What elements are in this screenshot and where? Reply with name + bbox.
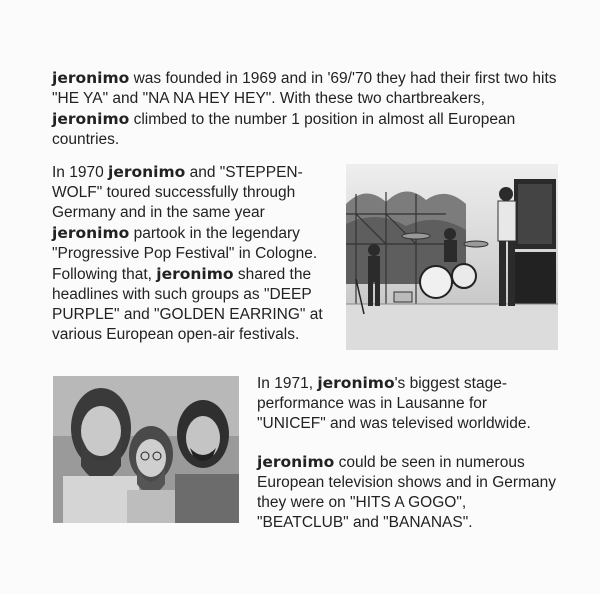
text-fragment: In 1971, [257,375,318,392]
band-name: jeronimo [257,453,335,471]
band-name: jeronimo [52,69,130,87]
text-fragment: was founded in 1969 and in '69/'70 they had their first two hits "HE YA" and "NA NA HEY HEY". With these two chartbreakers, [52,70,557,107]
text-fragment: 's biggest stage-performance was in Lausanne for "UNICEF" and was televised worldwide. [257,375,531,432]
band-name: jeronimo [52,224,130,242]
band-portrait-photo [53,376,239,523]
band-name: jeronimo [52,110,130,128]
text-fragment: partook in the legendary "Progressive Pop Festival" in Cologne. Following that, [52,225,318,283]
paragraph-founding [52,68,562,150]
text-fragment: shared the headlines with such groups as "DEEP PURPLE" and "GOLDEN EARRING" at various European open-air festivals. [52,266,323,343]
text-fragment: In 1970 [52,164,109,181]
band-name: jeronimo [317,374,395,392]
text-fragment: and "STEPPEN-WOLF" toured successfully through Germany and in the same year [52,164,303,221]
paragraph-tours [52,162,337,345]
text-fragment: could be seen in numerous European television shows and in Germany they were on "HITS A GOGO", "BEATCLUB" and "BANANAS". [257,454,556,531]
band-name: jeronimo [108,163,186,181]
band-name: jeronimo [156,265,234,283]
text-fragment: climbed to the number 1 position in almost all European countries. [52,111,516,148]
concert-stage-photo [346,164,558,350]
paragraph-unicef [257,373,557,434]
paragraph-television [257,452,557,533]
